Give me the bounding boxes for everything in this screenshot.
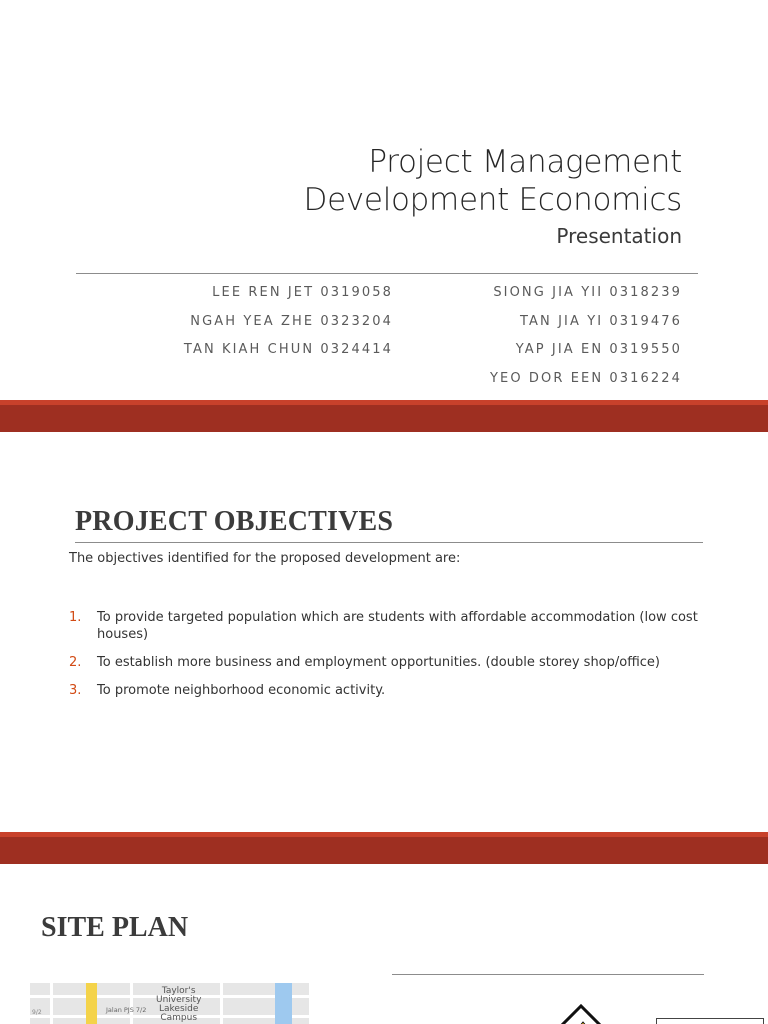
member-name: SIONG JIA YII 0318239 xyxy=(493,285,682,300)
title-slide xyxy=(0,0,768,400)
slide-separator-band xyxy=(0,400,768,432)
map-road-label: Jalan PJS 7/2 xyxy=(106,1006,147,1014)
map-campus-label: Taylor's University Lakeside Campus xyxy=(156,986,202,1023)
slide-separator-band xyxy=(0,832,768,864)
objective-number: 3. xyxy=(69,683,82,698)
site-plan-divider xyxy=(392,974,704,975)
title-divider xyxy=(76,273,698,274)
objective-item xyxy=(69,682,709,699)
member-name: TAN JIA YI 0319476 xyxy=(520,313,682,329)
site-map-image xyxy=(30,983,309,1024)
objective-text: To provide targeted population which are students with affordable accommodation (low cost houses) xyxy=(97,610,698,642)
subtitle: Presentation xyxy=(556,224,682,248)
member-name: TAN KIAH CHUN 0324414 xyxy=(183,342,393,357)
band-highlight xyxy=(0,832,768,837)
title-line-2: Development Economics xyxy=(303,182,682,218)
objectives-divider xyxy=(75,542,703,543)
objectives-intro: The objectives identified for the proposed development are: xyxy=(69,551,461,566)
site-plan-slide xyxy=(0,864,768,1024)
map-lake xyxy=(275,983,292,1024)
objective-text: To promote neighborhood economic activity. xyxy=(97,683,386,698)
objective-number: 1. xyxy=(69,610,82,625)
map-main-road xyxy=(86,983,97,1024)
band-highlight xyxy=(0,400,768,405)
legend-box xyxy=(656,1018,764,1024)
objective-item xyxy=(69,609,709,643)
site-plan-heading: SITE PLAN xyxy=(41,912,189,943)
objective-text: To establish more business and employment opportunities. (double storey shop/office) xyxy=(97,655,661,670)
members-right-column xyxy=(490,283,682,397)
objective-number: 2. xyxy=(69,655,82,670)
title-block xyxy=(304,143,682,251)
objectives-heading: PROJECT OBJECTIVES xyxy=(75,506,394,537)
objectives-slide xyxy=(0,432,768,832)
site-symbol-icon xyxy=(551,1004,611,1024)
member-name: NGAH YEA ZHE 0323204 xyxy=(190,313,393,329)
member-name: YEO DOR EEN 0316224 xyxy=(489,370,682,386)
title-line-1: Project Management xyxy=(368,144,682,180)
member-name: YAP JIA EN 0319550 xyxy=(515,342,682,357)
objectives-list xyxy=(69,609,709,710)
objective-item xyxy=(69,654,709,671)
member-name: LEE REN JET 0319058 xyxy=(212,285,393,300)
map-edge-label: 9/2 xyxy=(32,1009,42,1016)
members-left-column xyxy=(184,283,393,369)
